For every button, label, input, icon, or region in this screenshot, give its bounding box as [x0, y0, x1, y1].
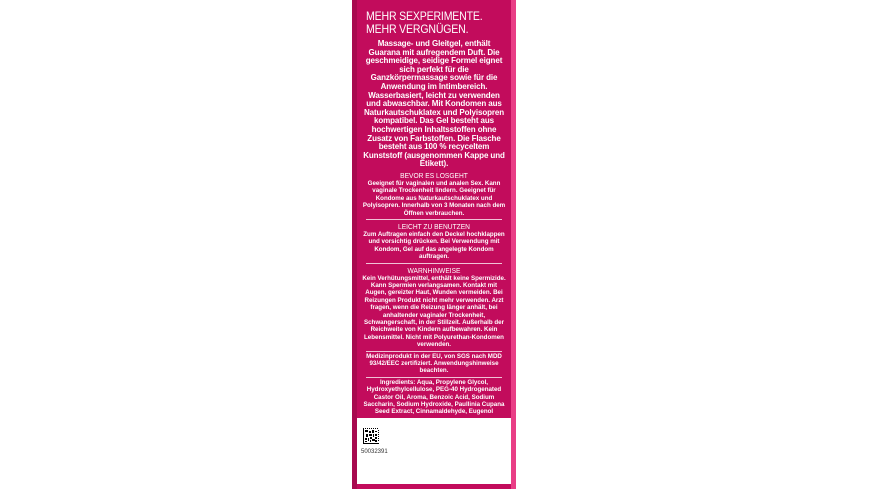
headline [366, 10, 507, 36]
datamatrix-code-icon [363, 428, 379, 444]
section-divider [366, 263, 502, 264]
barcode-number: 50032391 [361, 449, 388, 455]
section-body-benutzen: Zum Auftragen einfach den Deckel hochklappen und vorsichtig drücken. Bei Verwendung mit Kondom, Gel auf das angelegte Kondom auftragen. [363, 230, 505, 261]
section-divider [366, 219, 502, 220]
section-body-warnhinweise: Kein Verhütungsmittel, enthält keine Spermizide. Kann Spermien verlangsamen. Kontakt mit Augen, gereizter Haut, Wunden vermeiden. Bei Reizungen Produkt nicht mehr verwenden. Arzt fragen, wenn die Reizung länger anhält, bei anhaltender vaginaler Trockenheit, Schwangerschaft, in der Stillzeit. Außerhalb der Reichweite von Kindern aufbewahren. Kein Lebensmittel. Nicht mit Polyurethan-Kondomen verwenden. [362, 274, 506, 349]
medical-note: Medizinprodukt in der EU, von SGS nach MDD 93/42/EEC zertifiziert. Anwendungshinweise beachten. [366, 352, 502, 375]
headline-line-2: MEHR VERGNÜGEN. [366, 22, 469, 36]
section-title-warnhinweise: WARNHINWEISE [407, 265, 461, 275]
product-box-side [352, 0, 516, 489]
section-body-bevor: Geeignet für vaginalen und analen Sex. Kann vaginale Trockenheit lindern. Geeignet für Kondome aus Naturkautschuklatex und Polyisopren. Innerhalb von 3 Monaten nach dem Öffnen verbrauchen. [362, 179, 506, 217]
section-title-bevor: BEVOR ES LOSGEHT [400, 170, 468, 180]
box-left-edge [352, 0, 357, 489]
headline-line-1: MEHR SEXPERIMENTE. [366, 9, 483, 23]
barcode-panel [357, 418, 511, 484]
box-right-edge [511, 0, 516, 489]
section-title-benutzen: LEICHT ZU BENUTZEN [398, 221, 470, 231]
ingredients-list: Ingredients: Aqua, Propylene Glycol, Hydroxyethylcellulose, PEG-40 Hydrogenated Castor Oil, Aroma, Benzoic Acid, Sodium Saccharin, Sodium Hydroxide, Paullinia Cupana Seed Extract, Cinnamaldehyde, Eugenol [363, 378, 505, 416]
section-divider [366, 377, 502, 378]
lead-text: Massage- und Gleitgel, enthält Guarana mit aufregendem Duft. Die geschmeidige, seidige Formel eignet sich perfekt für die Ganzkörpermassage sowie für die Anwendung im Intimbereich. Wasserbasiert, leicht zu verwenden und abwaschbar. Mit Kondomen aus Naturkautschuklatex und Polyisopren kompatibel. Das Gel besteht aus hochwertigen Inhaltsstoffen ohne Zusatz von Farbstoffen. Die Flasche besteht aus 100 % recyceltem Kunststoff (ausgenommen Kappe und Etikett). [363, 39, 505, 169]
box-text-content [362, 10, 506, 416]
section-divider [366, 351, 502, 352]
